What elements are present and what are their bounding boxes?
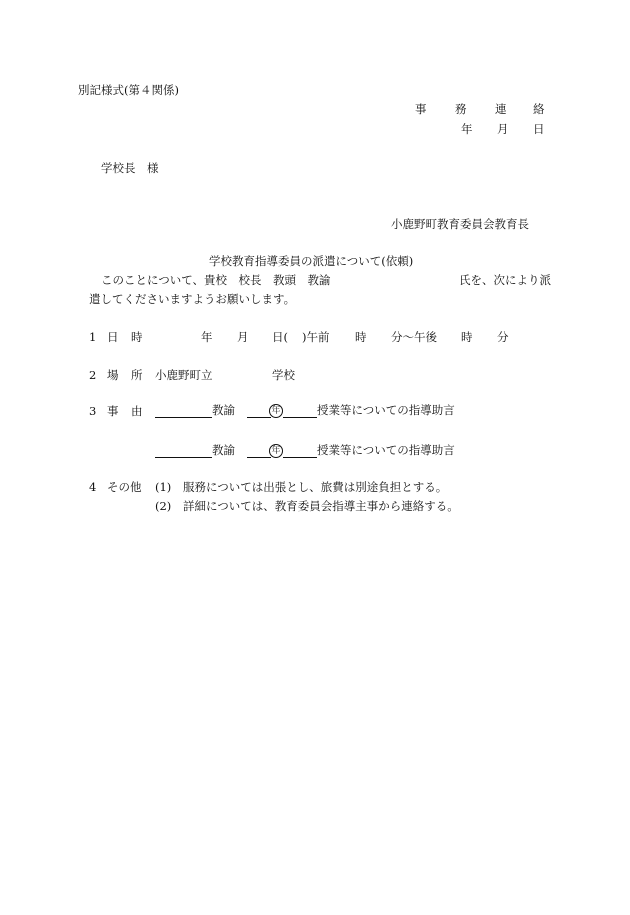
body-line-1-right: 氏を、次により派: [459, 273, 551, 287]
subject-blank: [155, 405, 212, 418]
body-line-1-left: このことについて、貴校 校長 教頭 教諭: [101, 273, 331, 287]
note-mark: (1): [155, 480, 172, 494]
form-label: 別記様式(第４関係): [78, 83, 179, 97]
doc-type-char: 務: [455, 102, 467, 116]
minute-char-pm: 分: [497, 330, 509, 344]
date-month-char: 月: [497, 122, 509, 136]
note-text: 詳細については、教育委員会指導主事から連絡する。: [183, 499, 459, 513]
item-label: その他: [107, 480, 142, 494]
item-label-char: 由: [131, 404, 143, 418]
doc-type-char: 事: [415, 102, 427, 116]
item-number: 1: [89, 330, 97, 344]
grade-circle: 年: [269, 404, 283, 418]
grade-blank-left: [247, 405, 271, 418]
item-label-char: 場: [107, 368, 119, 382]
place-school: 学校: [272, 368, 295, 382]
note-mark: (2): [155, 499, 172, 513]
doc-type-char: 絡: [533, 102, 545, 116]
year-char: 年: [201, 330, 213, 344]
item-label-char: 日: [107, 330, 119, 344]
hour-char-am: 時: [355, 330, 367, 344]
item-number: 3: [89, 404, 97, 418]
role-label: 教諭: [212, 403, 235, 418]
document-title: 学校教育指導委員の派遣について(依頼): [209, 254, 414, 268]
minute-to-pm: 分〜午後: [391, 330, 437, 344]
item-number: 4: [89, 480, 97, 494]
addressee: 学校長 様: [101, 161, 159, 175]
note-text: 服務については出張とし、旅費は別途負担とする。: [183, 480, 448, 494]
place-town: 小鹿野町立: [155, 368, 213, 382]
doc-type-char: 連: [495, 102, 507, 116]
reason-line: [155, 444, 455, 458]
am-label: )午前: [302, 330, 330, 344]
item-label-char: 時: [131, 330, 143, 344]
day-weekday-open: 日(: [272, 330, 288, 344]
reason-subject: 授業等についての指導助言: [317, 443, 455, 458]
item-number: 2: [89, 368, 97, 382]
reason-line: [155, 404, 455, 418]
role-label: 教諭: [212, 443, 235, 458]
grade-blank-left: [247, 445, 271, 458]
item-label-char: 所: [131, 368, 143, 382]
hour-char-pm: 時: [461, 330, 473, 344]
grade-blank-right: [283, 405, 317, 418]
date-year-char: 年: [461, 122, 473, 136]
month-char: 月: [237, 330, 249, 344]
date-day-char: 日: [533, 122, 545, 136]
sender: 小鹿野町教育委員会教育長: [391, 217, 529, 231]
grade-circle: 年: [269, 444, 283, 458]
item-label-char: 事: [107, 404, 119, 418]
body-line-2: 遣してくださいますようお願いします。: [89, 292, 296, 306]
subject-blank: [155, 445, 212, 458]
grade-blank-right: [283, 445, 317, 458]
reason-subject: 授業等についての指導助言: [317, 403, 455, 418]
